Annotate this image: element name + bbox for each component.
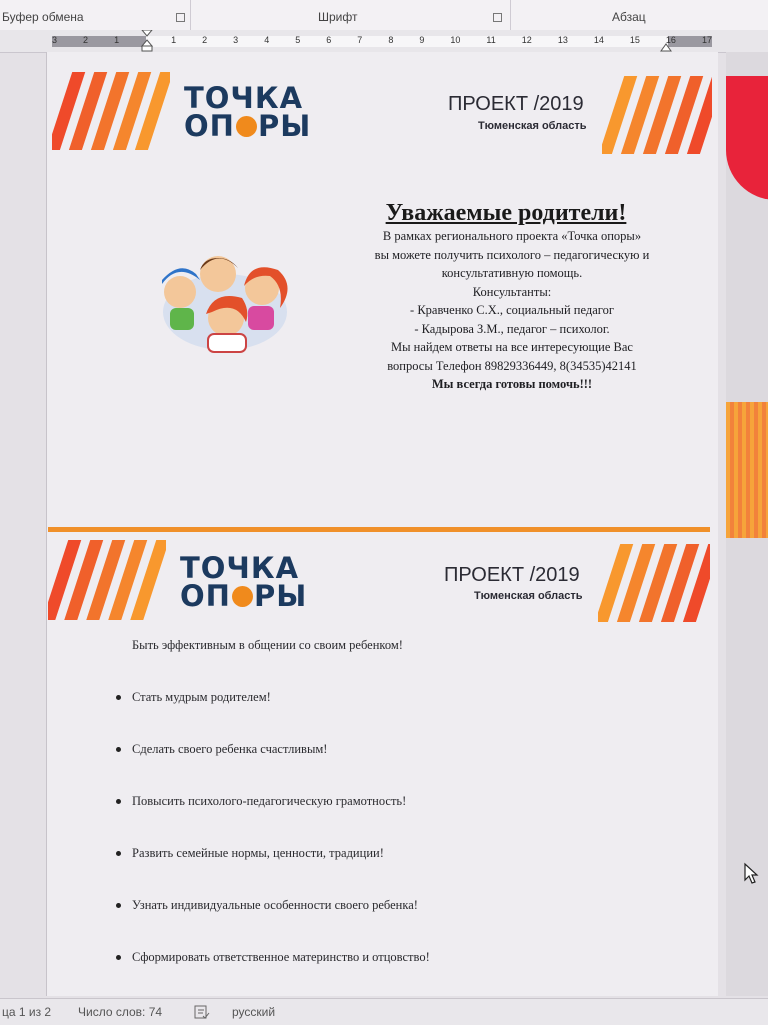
clipboard-launcher-icon[interactable] (176, 13, 185, 22)
bullet-icon (116, 747, 121, 752)
bullet-icon (116, 851, 121, 856)
logo-part-a: ОП (180, 579, 231, 613)
logo-part-b: РЫ (257, 109, 312, 143)
list-item (132, 846, 384, 861)
stripes-left-icon (48, 540, 166, 620)
ruler-tick-label: 11 (486, 35, 496, 45)
ruler-tick-label: 3 (52, 35, 58, 45)
list-intro: Быть эффективным в общении со своим ребенком! (132, 638, 403, 652)
ruler-tick-label: 1 (114, 35, 120, 45)
list-item-text: Стать мудрым родителем! (132, 690, 271, 704)
bullet-icon (116, 799, 121, 804)
document-page[interactable] (46, 52, 718, 996)
logo-line-1: ТОЧКА (184, 81, 304, 115)
logo-dot-icon (236, 116, 257, 137)
ruler-tick-label: 2 (83, 35, 89, 45)
word-count[interactable]: Число слов: 74 (78, 1005, 163, 1019)
next-page-orange-stripes (726, 402, 768, 538)
flyer-top (46, 52, 718, 522)
list-item-text: Развить семейные нормы, ценности, традиции! (132, 846, 384, 860)
logo-line-2 (180, 579, 308, 613)
horizontal-ruler[interactable] (0, 30, 768, 53)
greeting-closing: Мы всегда готовы помочь!!! (431, 377, 593, 391)
ribbon-group-paragraph[interactable]: Абзац (612, 10, 646, 24)
ribbon-separator (510, 0, 511, 30)
list-item (132, 794, 406, 809)
logo-line-2 (184, 109, 312, 143)
ruler-tick-label: 3 (233, 35, 239, 45)
project-label: ПРОЕКТ /2019 (444, 564, 580, 586)
ribbon-separator (190, 0, 191, 30)
list-item-text: Сделать своего ребенка счастливым! (132, 742, 328, 756)
ruler-tick-label: 1 (171, 35, 177, 45)
status-bar (0, 998, 768, 1025)
page-counter[interactable]: ца 1 из 2 (2, 1005, 52, 1019)
region-label: Тюменская область (478, 120, 587, 132)
bullet-icon (116, 903, 121, 908)
children-illustration-icon (150, 252, 300, 358)
bullet-icon (116, 955, 121, 960)
greeting-body (332, 227, 692, 394)
greeting-line: консультативную помощь. (441, 266, 583, 280)
list-item (132, 950, 430, 965)
region-label: Тюменская область (474, 590, 583, 602)
greeting-line: Консультанты: (472, 284, 552, 299)
list-item-text: Узнать индивидуальные особенности своего ребенка! (132, 898, 418, 912)
ruler-tick-label: 8 (388, 35, 394, 45)
greeting-line: Мы найдем ответы на все интересующие Вас (391, 340, 633, 354)
greeting-title: Уважаемые родители! (385, 200, 627, 226)
font-launcher-icon[interactable] (493, 13, 502, 22)
list-item-text: Повысить психолого-педагогическую грамотность! (132, 794, 407, 808)
right-indent-marker-icon[interactable] (660, 40, 672, 52)
project-label: ПРОЕКТ /2019 (448, 93, 584, 115)
ribbon-group-clipboard[interactable]: Буфер обмена (2, 10, 84, 24)
stripes-right-icon (598, 544, 710, 622)
list-item-text: Сформировать ответственное материнство и отцовство! (132, 950, 430, 964)
greeting-line: - Кадырова З.М., педагог – психолог. (414, 321, 610, 336)
ruler-tick-label: 12 (521, 35, 532, 45)
ruler-tick-label: 10 (450, 35, 461, 45)
ruler-tick-label: 16 (665, 35, 676, 45)
logo-dot-icon (232, 586, 253, 607)
logo-line-1: ТОЧКА (180, 551, 300, 585)
list-item (132, 742, 327, 757)
indent-marker-icon[interactable] (140, 30, 154, 52)
ruler-tick-label: 6 (326, 35, 332, 45)
greeting-line: вопросы Телефон 89829336449, 8(34535)42141 (387, 358, 637, 373)
ruler-tick-label: 15 (629, 35, 640, 45)
logo-part-b: РЫ (253, 579, 308, 613)
greeting-line: - Кравченко С.Х., социальный педагог (410, 303, 614, 317)
ruler-tick-label: 14 (593, 35, 604, 45)
ruler-tick-label: 5 (295, 35, 301, 45)
language-indicator[interactable]: русский (232, 1005, 276, 1019)
logo (184, 81, 312, 143)
ruler-tick-label: 13 (557, 35, 568, 45)
logo-part-a: ОП (184, 109, 235, 143)
list-item (132, 690, 271, 705)
mouse-cursor-icon (742, 862, 760, 886)
ruler-tick-label: 17 (701, 35, 712, 45)
logo (180, 551, 308, 613)
flyer-bottom (46, 532, 718, 996)
ribbon (0, 0, 768, 31)
ruler-tick-label: 4 (264, 35, 270, 45)
ribbon-group-font[interactable]: Шрифт (318, 10, 358, 24)
list-item (132, 898, 418, 913)
ruler-tick-label: 9 (419, 35, 425, 45)
ruler-tick-label: 2 (202, 35, 208, 45)
bullet-icon (116, 695, 121, 700)
ruler-tick-label: 7 (357, 35, 363, 45)
greeting-line: В рамках регионального проекта «Точка опоры» (382, 229, 642, 243)
stripes-right-icon (602, 76, 712, 154)
greeting-line: вы можете получить психолого – педагогическую и (374, 247, 650, 262)
stripes-left-icon (52, 72, 170, 150)
proofing-icon[interactable] (194, 1004, 210, 1020)
